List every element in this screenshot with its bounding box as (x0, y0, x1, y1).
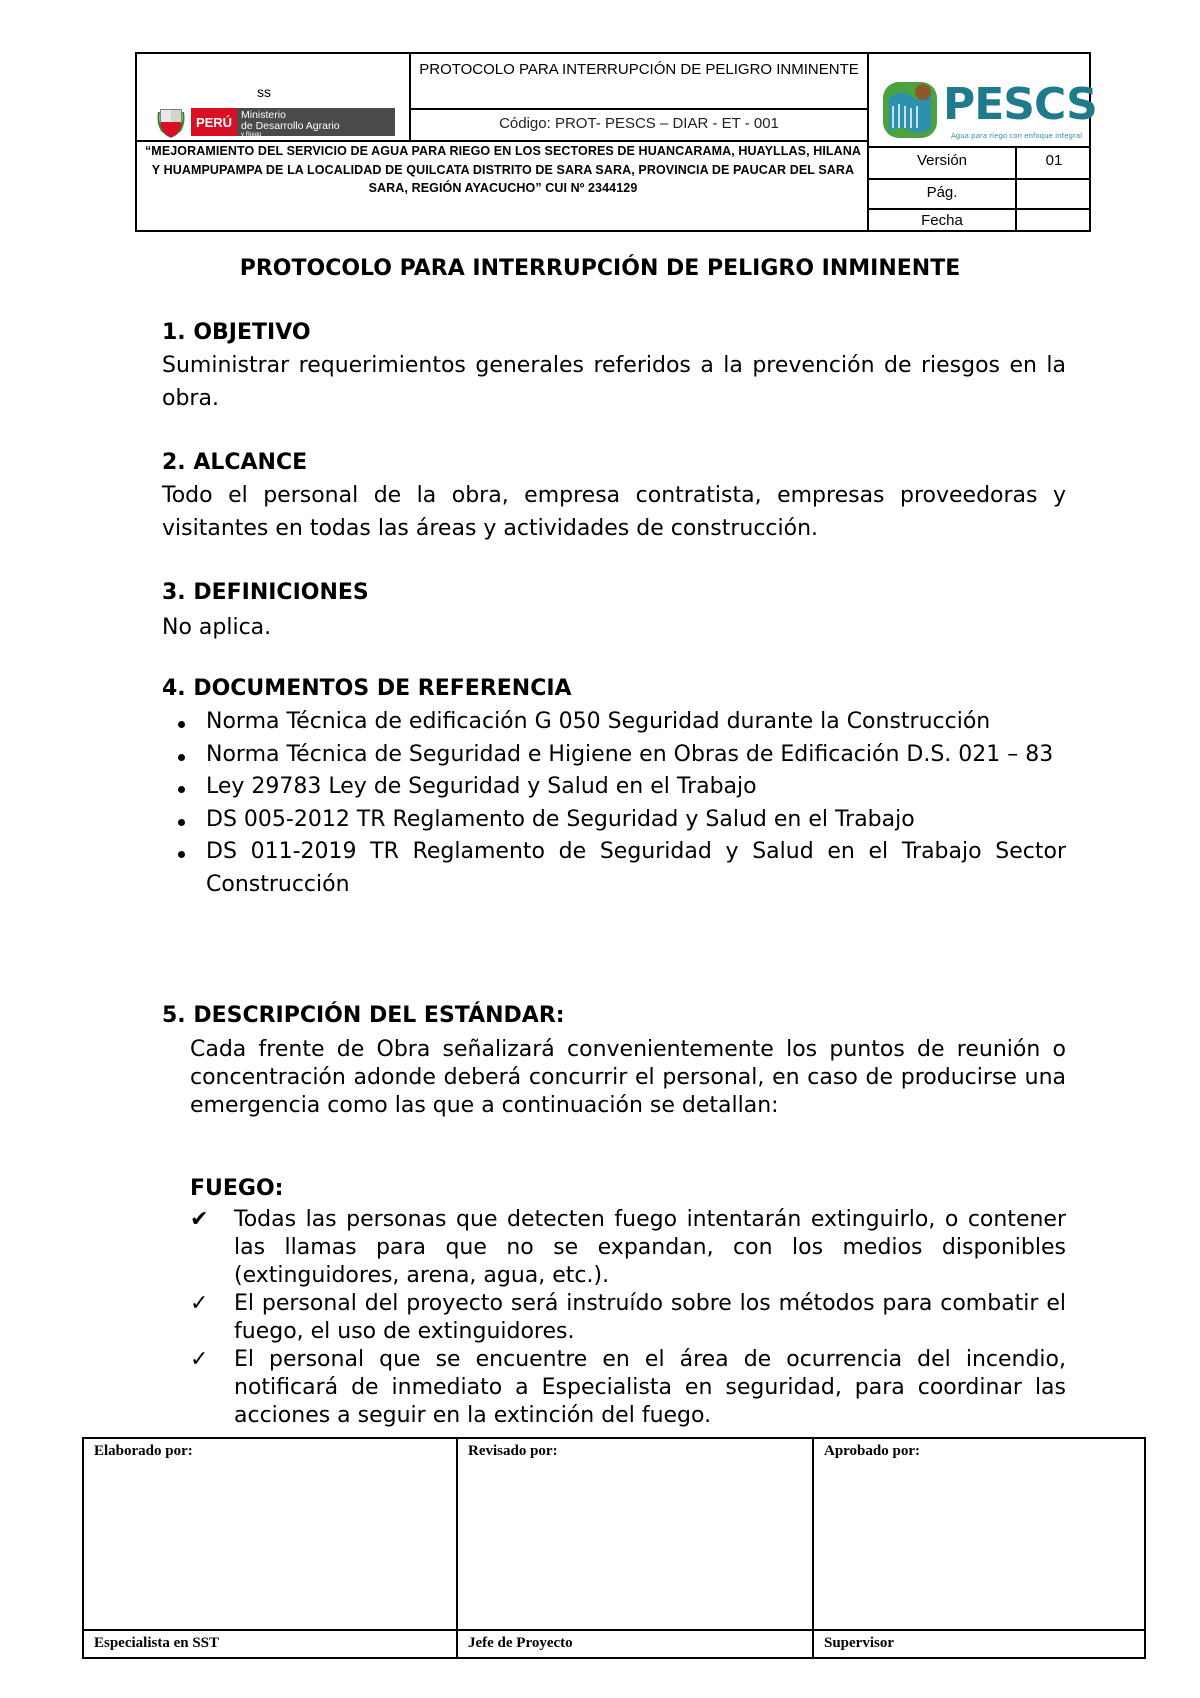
elaborado-role: Especialista en SST (94, 1635, 220, 1651)
section-heading-estandar: 5. DESCRIPCIÓN DEL ESTÁNDAR: (162, 1003, 565, 1028)
date-label: Fecha (921, 212, 963, 229)
pescs-logo (873, 74, 1097, 144)
ss-mark: ss (257, 84, 271, 100)
pescs-emblem-icon (881, 78, 939, 142)
bullet-icon (178, 819, 185, 826)
version-label: Versión (916, 152, 968, 169)
bullet-icon (178, 754, 185, 761)
fuego-heading: FUEGO: (190, 1176, 284, 1201)
coat-of-arms-icon (157, 106, 185, 138)
pescs-wordmark: PESCS (943, 79, 1097, 130)
pescs-tagline: Agua para riego con enfoque integral (951, 132, 1083, 140)
list-item (162, 739, 1066, 772)
list-item-text: El personal del proyecto será instruído sobre los métodos para combatir el fuego, el uso de extinguidores. (234, 1291, 1066, 1344)
list-item (190, 1290, 1066, 1346)
list-item (162, 836, 1066, 901)
list-item-text: El personal que se encuentre en el área de ocurrencia del incendio, notificará de inmediato a Especialista en seguridad, para coordinar las acciones a seguir en la extinción del fuego. (234, 1347, 1066, 1428)
list-item-text: Ley 29783 Ley de Seguridad y Salud en el Trabajo (206, 774, 757, 799)
version-value: 01 (1045, 152, 1063, 169)
list-item (190, 1206, 1066, 1290)
reference-documents-list (162, 706, 1066, 901)
revisado-role: Jefe de Proyecto (468, 1635, 573, 1651)
check-icon: ✓ (190, 1347, 209, 1372)
list-item (190, 1346, 1066, 1430)
list-item (162, 804, 1066, 837)
section-text-alcance: Todo el personal de la obra, empresa contratista, empresas proveedoras y visitantes en todas las áreas y actividades de construcción. (162, 483, 1066, 541)
signature-table (82, 1437, 1146, 1659)
section-heading-alcance: 2. ALCANCE (162, 450, 308, 475)
bullet-icon (178, 721, 185, 728)
header-title: PROTOCOLO PARA INTERRUPCIÓN DE PELIGRO INMINENTE (419, 61, 859, 78)
header-logo-cell (137, 54, 409, 139)
check-icon: ✔ (190, 1207, 209, 1232)
peru-ministry-logo (157, 106, 395, 138)
ministry-line1: Ministerio (241, 109, 286, 121)
aprobado-role: Supervisor (824, 1635, 895, 1651)
list-item (162, 771, 1066, 804)
fuego-list (190, 1206, 1066, 1430)
bullet-icon (178, 851, 185, 858)
project-name (137, 142, 869, 232)
check-icon: ✓ (190, 1291, 209, 1316)
section-text-objetivo: Suministrar requerimientos generales referidos a la prevención de riesgos en la obra. (162, 353, 1066, 411)
bullet-icon (178, 786, 185, 793)
list-item-text: Norma Técnica de edificación G 050 Seguridad durante la Construcción (206, 709, 991, 734)
document-header-table (135, 52, 1097, 232)
list-item-text: Todas las personas que detecten fuego intentarán extinguirlo, o contener las llamas para que no se expandan, con los medios disponibles (extinguidores, arena, agua, etc.). (234, 1207, 1066, 1288)
section-heading-definiciones: 3. DEFINICIONES (162, 580, 369, 605)
revisado-label: Revisado por: (468, 1443, 558, 1459)
list-item-text: DS 005-2012 TR Reglamento de Seguridad y Salud en el Trabajo (206, 806, 915, 832)
elaborado-label: Elaborado por: (94, 1443, 193, 1459)
document-title: PROTOCOLO PARA INTERRUPCIÓN DE PELIGRO INMINENTE (239, 256, 961, 281)
list-item-text: Norma Técnica de Seguridad e Higiene en Obras de Edificación D.S. 021 – 83 (206, 741, 1054, 767)
page-label: Pág. (926, 184, 958, 201)
section-heading-objetivo: 1. OBJETIVO (162, 320, 311, 345)
section-text-estandar: Cada frente de Obra señalizará convenientemente los puntos de reunión o concentración adonde deberá concurrir el personal, en caso de producirse una emergencia como las que a continuación se detallan: (190, 1037, 1066, 1118)
list-item-text: DS 011-2019 TR Reglamento de Seguridad y Salud en el Trabajo Sector Construcción (206, 839, 1066, 897)
ministry-line2: de Desarrollo Agrario (241, 120, 340, 132)
ministry-badge (237, 108, 395, 136)
document-code: Código: PROT- PESCS – DIAR - ET - 001 (499, 115, 779, 132)
peru-badge: PERÚ (191, 108, 237, 136)
section-text-definiciones: No aplica. (162, 615, 272, 640)
ministry-line3: y Riego (241, 132, 262, 138)
aprobado-label: Aprobado por: (824, 1443, 920, 1459)
section-heading-documentos: 4. DOCUMENTOS DE REFERENCIA (162, 676, 572, 701)
list-item (162, 706, 1066, 739)
project-name-text: “MEJORAMIENTO DEL SERVICIO DE AGUA PARA RIEGO EN LOS SECTORES DE HUANCARAMA, HUAYLLAS, HILANA Y HUAMPUPAMPA DE LA LOCALIDAD DE QUILCATA DISTRITO DE SARA SARA, PROVINCIA DE PAUCAR DEL SARA SARA, REGIÓN AYACUCHO” CUI Nº 2344129 (144, 144, 862, 195)
